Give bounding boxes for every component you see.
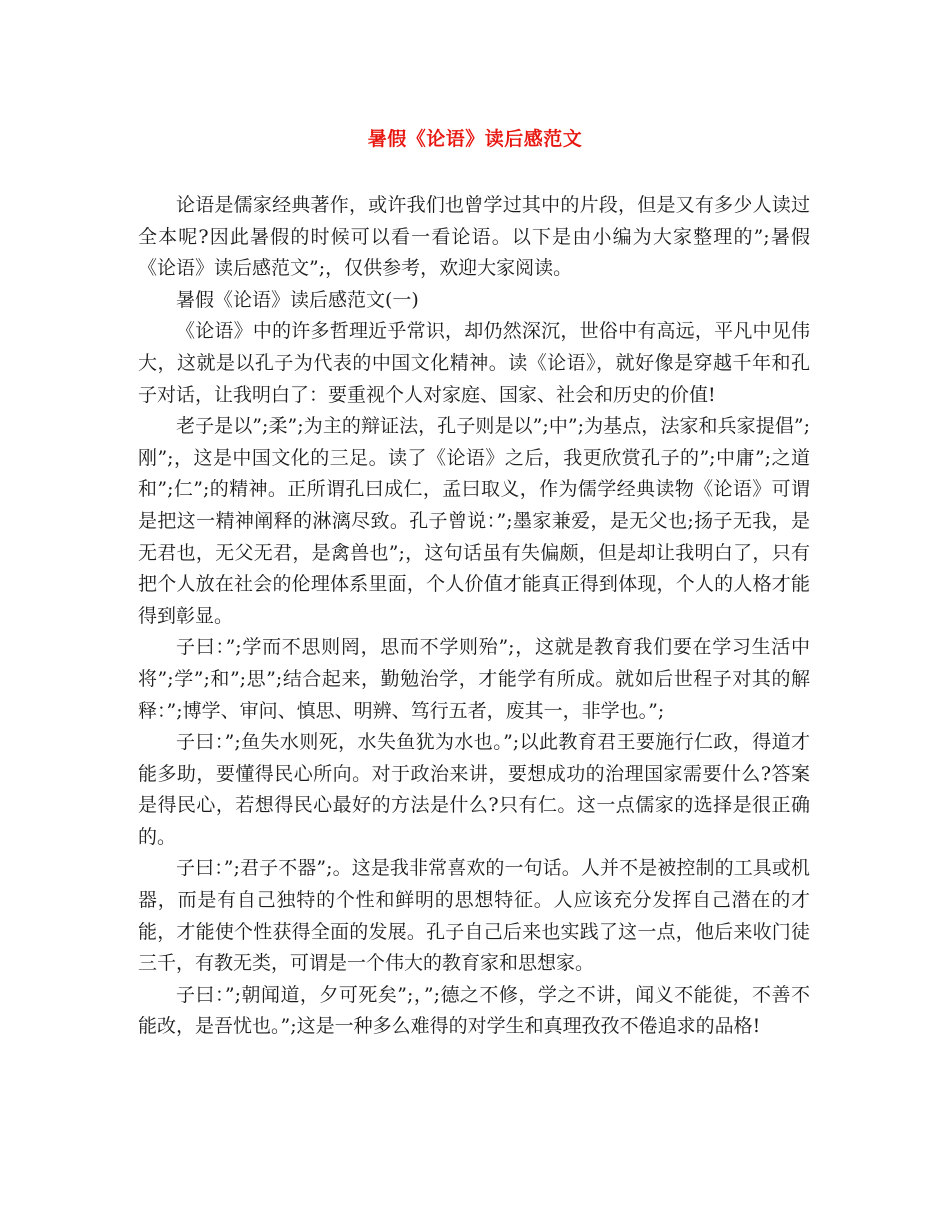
paragraph: 子曰：”;鱼失水则死，水失鱼犹为水也。”;以此教育君王要施行仁政，得道才能多助，要懂得民心所向。对于政治来讲，要想成功的治理国家需要什么?答案是得民心，若想得民心最好的方法是什么?只有仁。这一点儒家的选择是很正确的。 (138, 731, 810, 848)
paragraph: 《论语》中的许多哲理近乎常识，却仍然深沉，世俗中有高远，平凡中见伟大，这就是以孔子为代表的中国文化精神。读《论语》，就好像是穿越千年和孔子对话，让我明白了：要重视个人对家庭、国家、社会和历史的价值! (138, 320, 810, 406)
paragraph-intro: 论语是儒家经典著作，或许我们也曾学过其中的片段，但是又有多少人读过全本呢?因此暑假的时候可以看一看论语。以下是由小编为大家整理的”;暑假《论语》读后感范文”;，仅供参考，欢迎大家阅读。 (138, 194, 810, 280)
section-heading: 暑假《论语》读后感范文(一) (176, 288, 419, 311)
paragraph: 子曰：”;朝闻道，夕可死矣”;，”;德之不修，学之不讲，闻义不能徙，不善不能改，是吾忧也。”;这是一种多么难得的对学生和真理孜孜不倦追求的品格! (138, 983, 810, 1038)
paragraph: 子曰：”;君子不器”;。这是我非常喜欢的一句话。人并不是被控制的工具或机器，而是有自己独特的个性和鲜明的思想特征。人应该充分发挥自己潜在的才能，才能使个性获得全面的发展。孔子自己后来也实践了这一点，他后来收门徒三千，有教无类，可谓是一个伟大的教育家和思想家。 (138, 857, 810, 975)
paragraph: 子曰：”;学而不思则罔，思而不学则殆”;，这就是教育我们要在学习生活中将”;学”;和”;思”;结合起来，勤勉治学，才能学有所成。就如后世程子对其的解释：”;博学、审问、慎思、明辨、笃行五者，废其一，非学也。”; (138, 636, 810, 722)
document-body (138, 190, 810, 1043)
paragraph: 老子是以”;柔”;为主的辩证法，孔子则是以”;中”;为基点，法家和兵家提倡”;刚”;，这是中国文化的三足。读了《论语》之后，我更欣赏孔子的”;中庸”;之道和”;仁”;的精神。正所谓孔曰成仁，孟曰取义，作为儒学经典读物《论语》可谓是把这一精神阐释的淋漓尽致。孔子曾说：”;墨家兼爱，是无父也;扬子无我，是无君也，无父无君，是禽兽也”;，这句话虽有失偏颇，但是却让我明白了，只有把个人放在社会的伦理体系里面，个人价值才能真正得到体现，个人的人格才能得到彰显。 (138, 415, 810, 627)
document-title: 暑假《论语》读后感范文 (367, 128, 583, 150)
